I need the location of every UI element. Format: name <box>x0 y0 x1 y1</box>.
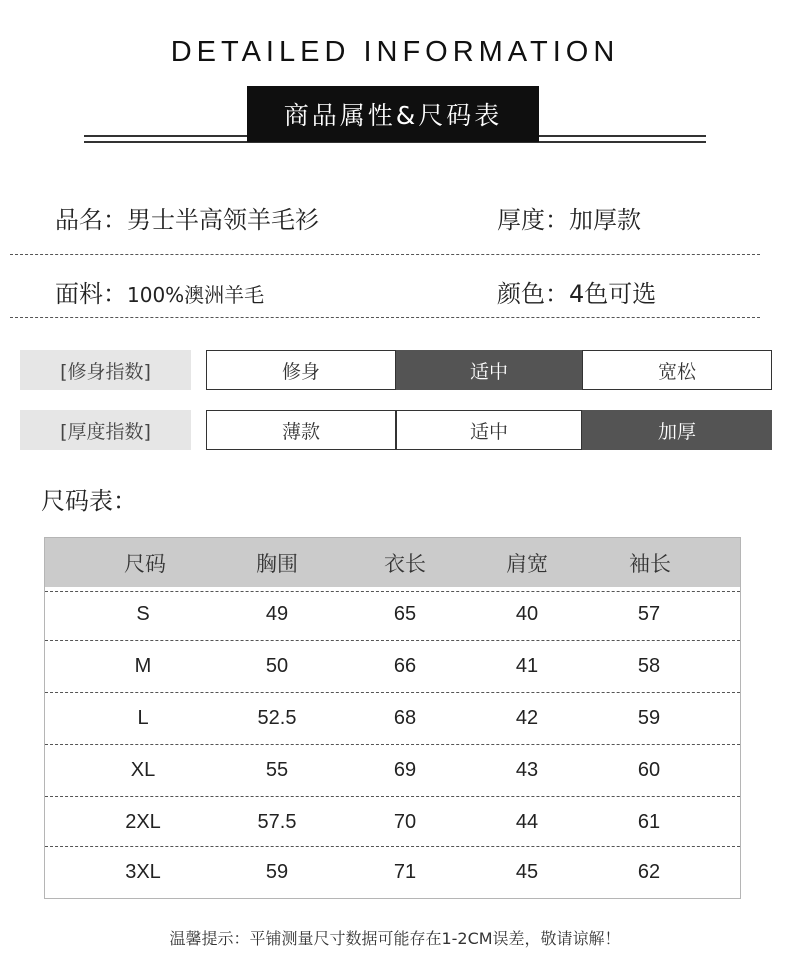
attr-material-label: 面料： <box>55 280 127 308</box>
table-row <box>45 744 740 796</box>
cell-shoulder: 44 <box>515 810 539 833</box>
cell-size: L <box>137 706 149 729</box>
attr-color: 颜色：4色可选 <box>497 280 657 308</box>
fit-index-label: [修身指数] <box>20 350 191 390</box>
cell-sleeve: 62 <box>637 860 661 883</box>
cell-shoulder: 42 <box>515 706 539 729</box>
cell-chest: 49 <box>265 602 289 625</box>
fit-option-slim: 修身 <box>206 350 396 390</box>
cell-size: 2XL <box>125 810 161 833</box>
cell-length: 66 <box>393 654 417 677</box>
thickness-option-medium: 适中 <box>396 410 582 450</box>
divider <box>10 254 760 255</box>
cell-sleeve: 57 <box>637 602 661 625</box>
cell-shoulder: 40 <box>515 602 539 625</box>
table-header-row <box>45 538 740 587</box>
cell-size: M <box>134 654 152 677</box>
col-chest: 胸围 <box>256 551 298 576</box>
table-row <box>45 640 740 692</box>
cell-size: S <box>136 602 150 625</box>
fit-option-loose: 宽松 <box>582 350 772 390</box>
cell-size: 3XL <box>125 860 161 883</box>
measurement-note: 温馨提示：平铺测量尺寸数据可能存在1-2CM误差，敬请谅解！ <box>169 929 621 948</box>
cell-length: 69 <box>393 758 417 781</box>
cell-sleeve: 61 <box>637 810 661 833</box>
cell-length: 71 <box>393 860 417 883</box>
divider <box>10 317 760 318</box>
thickness-index-label: [厚度指数] <box>20 410 191 450</box>
attr-material <box>55 274 264 309</box>
section-subtitle: 商品属性&尺码表 <box>283 101 503 130</box>
thickness-option-thick: 加厚 <box>582 410 772 450</box>
size-table-heading: 尺码表： <box>41 487 137 515</box>
table-row <box>45 846 740 898</box>
section-title: DETAILED INFORMATION <box>170 36 620 68</box>
section-subtitle-box <box>247 86 539 142</box>
cell-chest: 55 <box>265 758 289 781</box>
cell-shoulder: 43 <box>515 758 539 781</box>
table-row <box>45 588 740 640</box>
attr-product-name: 品名：男士半高领羊毛衫 <box>55 206 319 234</box>
cell-length: 70 <box>393 810 417 833</box>
table-row <box>45 796 740 848</box>
cell-length: 65 <box>393 602 417 625</box>
cell-chest: 57.5 <box>257 810 297 833</box>
table-row <box>45 692 740 744</box>
cell-sleeve: 60 <box>637 758 661 781</box>
col-shoulder: 肩宽 <box>506 551 548 576</box>
attr-thickness: 厚度：加厚款 <box>497 206 641 234</box>
cell-sleeve: 59 <box>637 706 661 729</box>
size-table <box>44 537 741 899</box>
cell-chest: 50 <box>265 654 289 677</box>
thickness-option-thin: 薄款 <box>206 410 396 450</box>
cell-chest: 52.5 <box>257 706 297 729</box>
fit-option-regular: 适中 <box>396 350 582 390</box>
cell-sleeve: 58 <box>637 654 661 677</box>
cell-shoulder: 41 <box>515 654 539 677</box>
cell-size: XL <box>130 758 156 781</box>
col-size: 尺码 <box>124 551 166 576</box>
cell-shoulder: 45 <box>515 860 539 883</box>
col-length: 衣长 <box>384 551 426 576</box>
cell-length: 68 <box>393 706 417 729</box>
attr-material-value: 100%澳洲羊毛 <box>127 283 265 307</box>
cell-chest: 59 <box>265 860 289 883</box>
col-sleeve: 袖长 <box>629 551 671 576</box>
